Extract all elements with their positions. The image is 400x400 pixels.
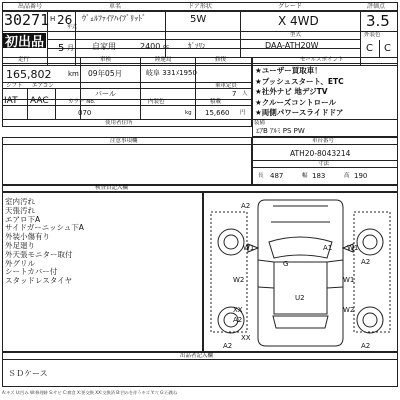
damage-mark: W1: [343, 276, 355, 284]
score-label: 評価点: [366, 3, 385, 10]
mileage: 165,802: [6, 68, 52, 81]
month: 5: [58, 43, 65, 54]
inspector-note: スタッドレスタイヤ: [5, 276, 73, 286]
inspection-location-label: 陸運局: [155, 57, 172, 63]
score: 3.5: [366, 12, 390, 30]
car-name-label: 車名: [108, 3, 121, 10]
shift: IAT: [4, 96, 18, 106]
inspector-note: 外グリル: [5, 258, 35, 268]
inspection-date: 09年05月: [88, 69, 123, 78]
seats-unit: 人: [242, 91, 248, 97]
sales-point-item: ★ユーザー買取車！: [255, 66, 322, 75]
equipment: ｴｱB ｱﾙﾐ PS PW: [256, 127, 305, 135]
inspector-note: エアロ下A: [5, 214, 41, 224]
sales-point-item: ★社外ナビ 地デジTV: [255, 87, 328, 96]
fuel: ｶﾞｿﾘﾝ: [188, 42, 206, 50]
recycle-unit: 円: [240, 110, 246, 116]
damage-mark: A2: [233, 316, 243, 324]
exterior-color-label: 外装色: [364, 32, 381, 38]
car-diagram: [203, 192, 398, 352]
color: パール: [95, 90, 116, 98]
shift-label: シフト: [6, 83, 23, 89]
seller-notes-title: 出品者記入欄: [180, 353, 214, 359]
sales-point-item: ★プッシュスタート、ETC: [255, 76, 344, 86]
damage-mark: A2: [241, 202, 251, 210]
inspector-notes-list: [5, 196, 201, 284]
usage: 自家用: [92, 42, 116, 51]
length: 487: [270, 172, 284, 180]
year: 26: [57, 13, 73, 27]
notice-title: 注意事項欄: [110, 138, 138, 144]
door-type: 5W: [190, 14, 207, 25]
sales-point-item: ★両側パワースライドドア: [255, 108, 344, 117]
seats: 7: [232, 90, 237, 98]
seller-note: ＳＤケース: [8, 369, 48, 378]
month-label: 月: [67, 44, 74, 52]
damage-mark: A2: [361, 342, 371, 350]
recycle-fee: 15,660: [205, 109, 230, 117]
inspector-note: 天張汚れ: [5, 205, 35, 215]
damage-mark: XX: [233, 306, 243, 314]
inspector-note: 室内汚れ: [5, 197, 35, 206]
door-label: ドア形状: [188, 3, 212, 10]
mileage-label: 走行: [18, 57, 30, 63]
damage-mark: G: [283, 260, 289, 268]
grade: X 4WD: [278, 14, 319, 28]
inspection-label: 車検: [100, 57, 112, 63]
inspector-note: シートカバー付: [5, 267, 58, 277]
damage-mark: W2: [343, 306, 355, 314]
damage-mark: W1: [347, 244, 359, 252]
equipment-label: 装備: [254, 120, 266, 126]
displacement: 2400: [140, 42, 161, 51]
damage-mark: A2: [361, 258, 371, 266]
capacity-label: 積載: [210, 99, 222, 105]
inspector-note: 外装小傷有り: [5, 232, 50, 242]
plate: 岐阜 331ﾒ1950: [146, 69, 197, 77]
damage-mark: W1: [243, 244, 255, 252]
first-listing-text: 初出品: [4, 35, 44, 50]
inspector-note: 外天張モニター取付: [5, 249, 73, 259]
color-no-label: カラー No.: [68, 99, 96, 105]
length-label: 長: [258, 173, 264, 179]
sales-points-list: [255, 65, 395, 118]
car-name: ｳﾞｪﾙﾌｧｲｱﾊｲﾌﾞﾘｯﾄﾞ: [82, 14, 146, 23]
vin: ATH20-8043214: [290, 149, 351, 158]
damage-mark: XX: [241, 334, 251, 342]
model-code: DAA-ATH20W: [265, 41, 319, 50]
ac: AAC: [30, 96, 49, 106]
damage-mark: A2: [223, 342, 233, 350]
ac-label: エアコン: [32, 83, 54, 89]
damage-mark: U2: [295, 294, 305, 302]
year-label: 年式: [67, 24, 78, 30]
mileage-unit: km: [68, 70, 79, 78]
color-no: 070: [78, 109, 92, 117]
sales-points-title: セールスポイント: [300, 57, 344, 63]
cc-unit: cc: [163, 44, 170, 50]
width: 183: [312, 172, 326, 180]
dimensions-label: 寸法: [318, 161, 330, 167]
model-type-label: 型式: [290, 32, 302, 38]
vin-label: 車台番号: [312, 138, 335, 144]
seats-label: 乗車定員: [215, 83, 238, 89]
previous-owner-label: 使用者住所: [105, 120, 133, 126]
color-name-label: 内装色: [148, 99, 165, 105]
exterior-score: C: [384, 43, 391, 54]
repair-label: 修復: [215, 57, 227, 63]
damage-mark: W2: [233, 276, 245, 284]
sales-point-item: ★クルーズコントロール: [255, 97, 336, 107]
interior-score: C: [366, 43, 373, 54]
first-listing-badge: [3, 33, 46, 48]
damage-mark: A1: [323, 244, 333, 252]
inspector-note: 外足廻り: [5, 240, 35, 250]
width-label: 幅: [302, 173, 308, 179]
inspector-note: サイドガーニッシュ下A: [5, 223, 84, 233]
inspector-block: [2, 185, 398, 192]
inspector-title: 検査員記入欄: [95, 185, 129, 191]
damage-legend: A:キズ U:凹み W:修理跡 S:サビ C:腐食 X:要交換 XX:交換済 B:凹みを伴うキズ Y:穴 G:石跳ね: [2, 390, 178, 395]
lot-number: 30271: [4, 11, 50, 29]
grade-label: グレード: [277, 3, 302, 10]
height: 190: [354, 172, 368, 180]
capacity-unit: kg: [185, 110, 192, 116]
height-label: 高: [344, 173, 350, 179]
era: H: [50, 15, 56, 23]
lot-number-label: 出品番号: [17, 3, 42, 10]
